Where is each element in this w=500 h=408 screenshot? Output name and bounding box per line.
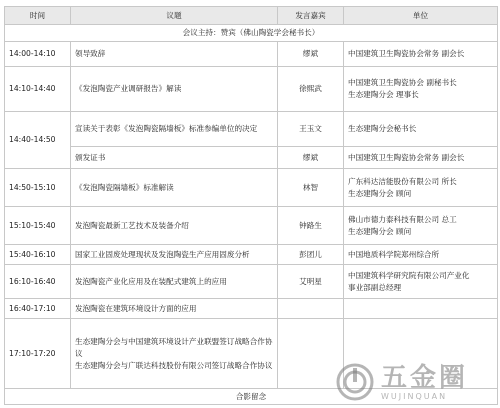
header-speaker: 发言嘉宾	[278, 7, 344, 25]
unit-cell	[344, 207, 498, 245]
speaker-cell: 徐熙武	[278, 67, 344, 112]
host-text: 会议主持：赞宾（佛山陶瓷学会秘书长）	[5, 25, 498, 42]
table-row	[5, 207, 498, 245]
header-time: 时间	[5, 7, 71, 25]
time-cell: 14:10-14:40	[5, 67, 71, 112]
table-row	[5, 265, 498, 299]
topic-cell	[71, 319, 278, 389]
footer-text: 合影留念	[5, 389, 498, 405]
host-row	[5, 25, 498, 42]
header-unit: 单位	[344, 7, 498, 25]
time-cell: 15:10-15:40	[5, 207, 71, 245]
speaker-cell: 缪斌	[278, 42, 344, 67]
topic-cell: 《发泡陶瓷产业调研报告》解读	[71, 67, 278, 112]
speaker-cell: 艾明星	[278, 265, 344, 299]
time-cell: 15:40-16:10	[5, 245, 71, 265]
table-row	[5, 112, 498, 147]
header-row	[5, 7, 498, 25]
watermark-subtext: WUJINQUAN	[381, 391, 448, 401]
speaker-cell	[278, 319, 344, 389]
watermark	[335, 358, 495, 406]
topic-cell: 宣读关于表彰《发泡陶瓷隔墙板》标准参编单位的决定	[71, 112, 278, 147]
unit-line: 佛山市德力泰科技有限公司 总工	[348, 214, 457, 224]
time-cell: 17:10-17:20	[5, 319, 71, 389]
topic-line: 生态建陶分会与广联达科技股份有限公司签订战略合作协议	[75, 360, 273, 370]
watermark-logo-icon	[335, 362, 375, 402]
agenda-table	[4, 6, 498, 405]
table-row	[5, 147, 498, 169]
speaker-cell	[278, 299, 344, 319]
table-row	[5, 245, 498, 265]
unit-cell: 中国建筑卫生陶瓷协会常务 副会长	[344, 42, 498, 67]
table-row	[5, 169, 498, 207]
unit-cell	[344, 299, 498, 319]
speaker-cell: 林智	[278, 169, 344, 207]
topic-line: 生态建陶分会与中国建筑环境设计产业联盟签订战略合作协议	[75, 336, 273, 358]
unit-cell: 中国地质科学院郑州综合所	[344, 245, 498, 265]
table-row	[5, 67, 498, 112]
unit-cell	[344, 67, 498, 112]
table-row	[5, 42, 498, 67]
topic-cell: 颁发证书	[71, 147, 278, 169]
topic-cell: 国家工业固废处理现状及发泡陶瓷生产应用固废分析	[71, 245, 278, 265]
unit-cell	[344, 265, 498, 299]
unit-line: 中国建筑卫生陶瓷协会 副秘书长	[348, 78, 457, 87]
unit-line: 生态建陶分会 理事长	[348, 90, 419, 99]
unit-cell	[344, 169, 498, 207]
unit-line: 中国建筑科学研究院有限公司产业化	[348, 270, 470, 280]
unit-line: 生态建陶分会 顾问	[348, 226, 412, 236]
header-topic: 议题	[71, 7, 278, 25]
unit-cell: 生态建陶分会秘书长	[344, 112, 498, 147]
speaker-cell: 缪斌	[278, 147, 344, 169]
unit-cell: 中国建筑卫生陶瓷协会常务 副会长	[344, 147, 498, 169]
topic-cell: 《发泡陶瓷隔墙板》标准解读	[71, 169, 278, 207]
time-cell: 14:00-14:10	[5, 42, 71, 67]
topic-cell: 领导致辞	[71, 42, 278, 67]
speaker-cell: 王玉文	[278, 112, 344, 147]
table-row	[5, 299, 498, 319]
speaker-cell: 彭团儿	[278, 245, 344, 265]
topic-cell: 发泡陶瓷最新工艺技术及装备介绍	[71, 207, 278, 245]
speaker-cell: 钟路生	[278, 207, 344, 245]
topic-cell: 发泡陶瓷产业化应用及在装配式建筑上的应用	[71, 265, 278, 299]
unit-line: 事业部副总经理	[348, 282, 402, 292]
time-cell: 16:10-16:40	[5, 265, 71, 299]
watermark-text: 五金圈	[381, 362, 469, 393]
topic-cell: 发泡陶瓷在建筑环境设计方面的应用	[71, 299, 278, 319]
time-cell: 14:50-15:10	[5, 169, 71, 207]
time-cell: 14:40-14:50	[5, 112, 71, 169]
unit-line: 广东科达洁能股份有限公司 所长	[348, 176, 457, 186]
unit-line: 生态建陶分会 顾问	[348, 188, 412, 198]
time-cell: 16:40-17:10	[5, 299, 71, 319]
